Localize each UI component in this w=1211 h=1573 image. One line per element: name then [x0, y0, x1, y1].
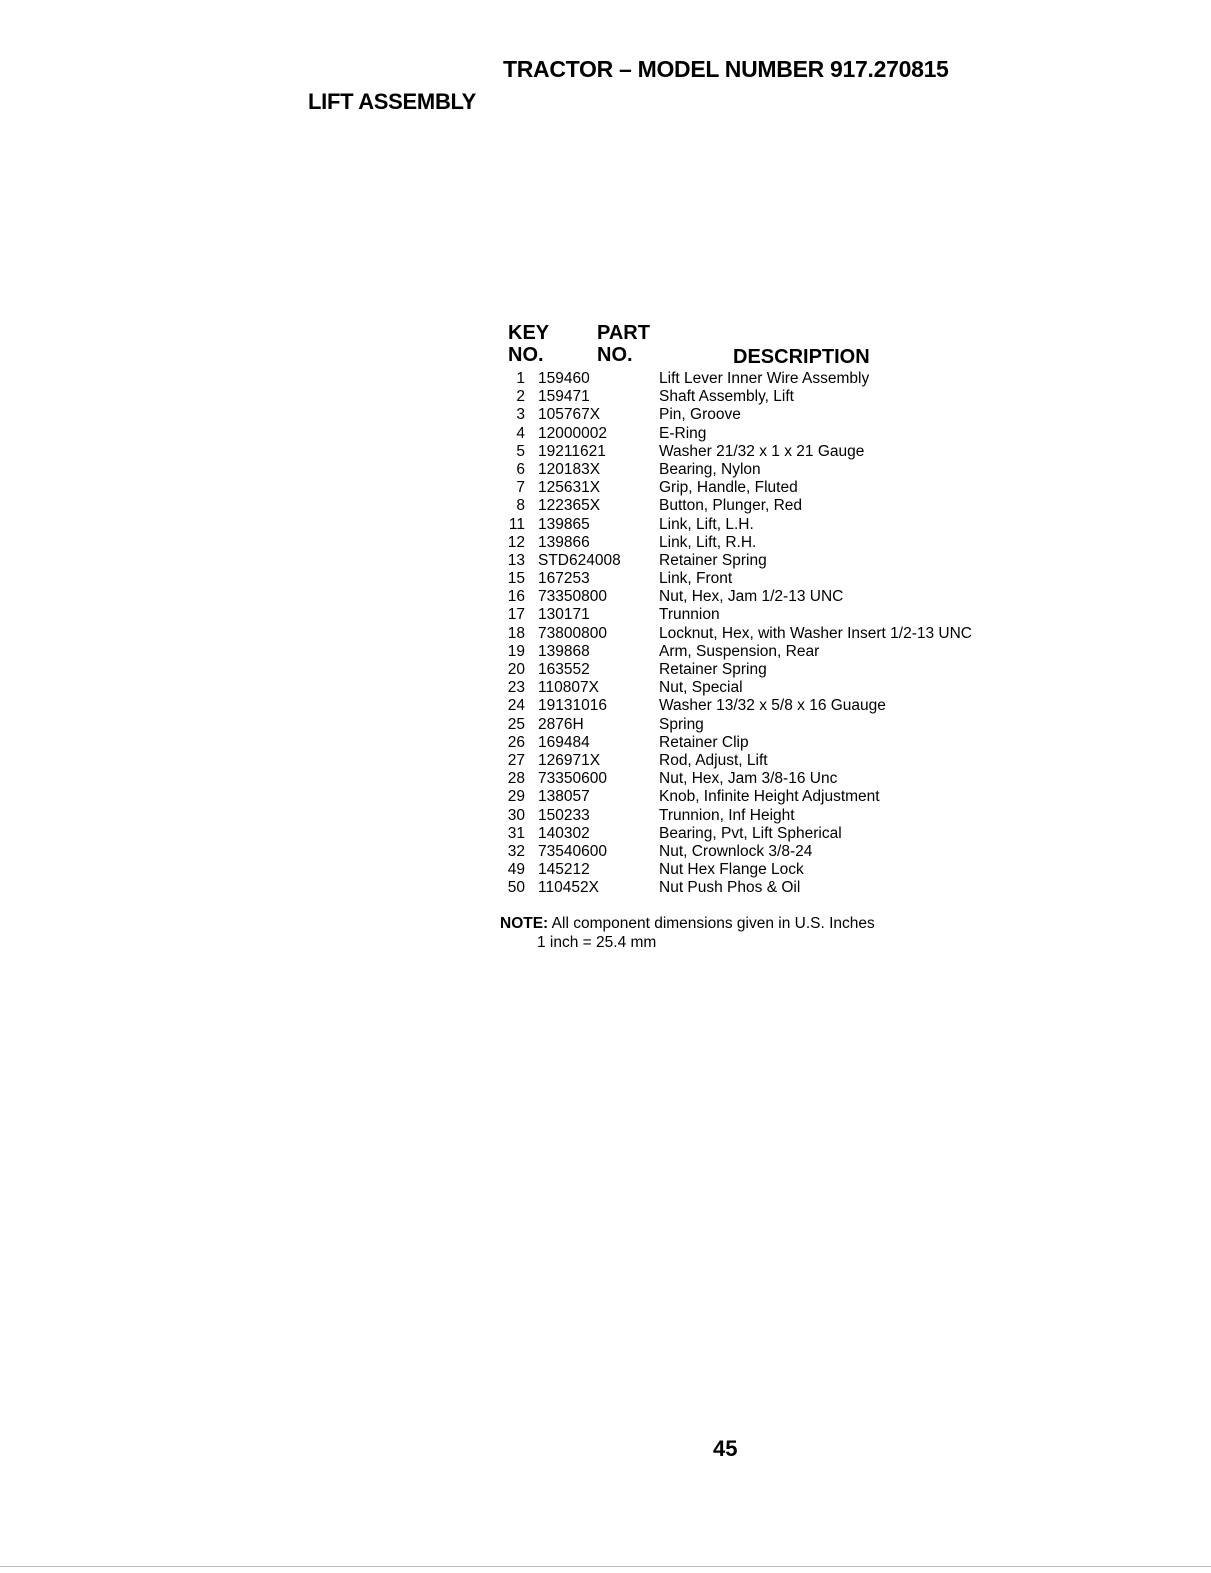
- part-column-header-line2: NO.: [597, 344, 633, 366]
- key-number: 30: [507, 806, 525, 824]
- key-number: 25: [507, 715, 525, 733]
- part-number: 73350600: [538, 770, 607, 788]
- part-description: Retainer Spring: [659, 551, 767, 569]
- part-description: Spring: [659, 715, 704, 733]
- part-description: Bearing, Nylon: [659, 460, 761, 478]
- part-number: 159460: [538, 370, 590, 387]
- key-number: 27: [507, 751, 525, 769]
- part-description: Trunnion: [659, 606, 720, 624]
- key-number: 19: [507, 642, 525, 660]
- part-number: 139866: [538, 533, 590, 551]
- key-number: 31: [507, 824, 525, 842]
- part-number: 73540600: [538, 842, 607, 860]
- part-description: Link, Lift, L.H.: [659, 515, 754, 533]
- key-number: 18: [507, 624, 525, 642]
- note-conversion: 1 inch = 25.4 mm: [537, 934, 657, 951]
- part-description: Nut Push Phos & Oil: [659, 879, 801, 897]
- part-number: 126971X: [538, 751, 601, 769]
- part-number: 138057: [538, 788, 590, 806]
- part-description: Arm, Suspension, Rear: [659, 642, 820, 660]
- description-column-header: DESCRIPTION: [733, 346, 870, 368]
- key-number: 50: [507, 879, 525, 897]
- key-number: 3: [516, 406, 525, 424]
- part-description: Retainer Clip: [659, 733, 749, 751]
- key-column-header-line2: NO.: [508, 344, 544, 366]
- part-description: Nut, Crownlock 3/8-24: [659, 842, 813, 860]
- section-title: LIFT ASSEMBLY: [308, 89, 477, 114]
- key-number: 23: [507, 679, 525, 697]
- part-number: 19131016: [538, 697, 607, 715]
- part-description: Bearing, Pvt, Lift Spherical: [659, 824, 842, 842]
- part-description: Knob, Infinite Height Adjustment: [659, 788, 880, 806]
- part-number: 139868: [538, 642, 590, 660]
- part-number: 150233: [538, 806, 590, 824]
- key-number: 8: [516, 497, 525, 515]
- part-description: Link, Lift, R.H.: [659, 533, 757, 551]
- part-number: 105767X: [538, 406, 601, 424]
- key-number: 1: [516, 370, 525, 387]
- part-description: Trunnion, Inf Height: [659, 806, 795, 824]
- part-number: 2876H: [538, 715, 584, 733]
- bottom-rule: [0, 1566, 1211, 1567]
- part-description: Shaft Assembly, Lift: [659, 388, 794, 406]
- part-number: 139865: [538, 515, 590, 533]
- part-description: Nut, Special: [659, 679, 743, 697]
- part-number: STD624008: [538, 551, 621, 569]
- key-number: 12: [507, 533, 525, 551]
- page-title: TRACTOR – MODEL NUMBER 917.270815: [503, 56, 949, 82]
- key-number: 32: [507, 842, 525, 860]
- part-number: 19211621: [538, 442, 606, 460]
- key-number: 24: [507, 697, 525, 715]
- key-number: 16: [507, 588, 525, 606]
- key-number: 26: [507, 733, 525, 751]
- part-number: 159471: [538, 388, 590, 406]
- part-description: Rod, Adjust, Lift: [659, 751, 768, 769]
- part-number: 120183X: [538, 460, 601, 478]
- part-description: Nut, Hex, Jam 3/8-16 Unc: [659, 770, 838, 788]
- part-description: Washer 21/32 x 1 x 21 Gauge: [659, 442, 865, 460]
- part-number: 110452X: [538, 879, 599, 897]
- key-number: 28: [507, 770, 525, 788]
- key-number: 13: [507, 551, 525, 569]
- part-number: 140302: [538, 824, 590, 842]
- part-description: Button, Plunger, Red: [659, 497, 803, 515]
- part-number: 12000002: [538, 424, 607, 442]
- part-number: 169484: [538, 733, 590, 751]
- part-description: Link, Front: [659, 570, 733, 588]
- key-number: 17: [507, 606, 525, 624]
- key-number: 4: [516, 424, 525, 442]
- part-description: Pin, Groove: [659, 406, 741, 424]
- part-number: 167253: [538, 570, 590, 588]
- part-description: Grip, Handle, Fluted: [659, 479, 798, 497]
- page-number: 45: [713, 1436, 738, 1461]
- part-description: Nut, Hex, Jam 1/2-13 UNC: [659, 588, 844, 606]
- key-column-header-line1: KEY: [508, 322, 550, 344]
- part-number: 73350800: [538, 588, 607, 606]
- key-number: 5: [516, 442, 525, 460]
- part-number: 130171: [538, 606, 590, 624]
- part-number: 73800800: [538, 624, 607, 642]
- note-text: All component dimensions given in U.S. Inches: [551, 915, 875, 932]
- key-number: 7: [516, 479, 525, 497]
- part-description: Lift Lever Inner Wire Assembly: [659, 370, 870, 387]
- part-column-header-line1: PART: [597, 322, 650, 344]
- part-number: 122365X: [538, 497, 601, 515]
- note: [500, 914, 875, 933]
- part-description: Retainer Spring: [659, 661, 767, 678]
- key-number: 15: [507, 570, 525, 588]
- note-label: NOTE:: [500, 915, 549, 932]
- part-number: 110807X: [538, 679, 599, 697]
- part-description: Locknut, Hex, with Washer Insert 1/2-13 UNC: [659, 624, 972, 642]
- part-description: E-Ring: [659, 424, 707, 442]
- part-number: 145212: [538, 861, 590, 879]
- key-number: 49: [507, 861, 525, 879]
- part-description: Nut Hex Flange Lock: [659, 861, 804, 879]
- part-number: 163552: [538, 661, 590, 678]
- key-number: 2: [516, 388, 525, 406]
- key-number: 29: [507, 788, 525, 806]
- part-number: 125631X: [538, 479, 601, 497]
- part-description: Washer 13/32 x 5/8 x 16 Guauge: [659, 697, 886, 715]
- key-number: 6: [516, 460, 525, 478]
- key-number: 11: [508, 515, 525, 533]
- key-number: 20: [507, 661, 525, 678]
